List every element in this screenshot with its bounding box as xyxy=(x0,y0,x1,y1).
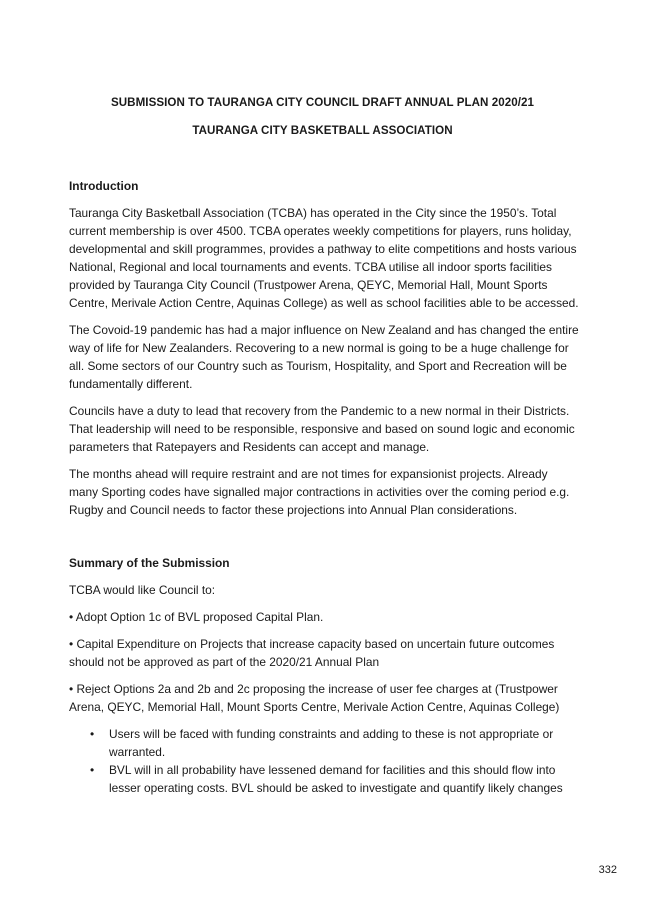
summary-sub-point xyxy=(90,725,579,761)
summary-sub-point xyxy=(90,761,579,797)
bullet-icon: • xyxy=(90,763,95,777)
introduction-paragraph: Councils have a duty to lead that recovery from the Pandemic to a new normal in their Districts. That leadership will need to be responsible, responsive and based on sound logic and economic parameters that Ratepayers and Residents can accept and manage. xyxy=(69,404,575,454)
page-number: 332 xyxy=(598,864,617,876)
summary-point: • Adopt Option 1c of BVL proposed Capital Plan. xyxy=(69,610,324,624)
document-title: SUBMISSION TO TAURANGA CITY COUNCIL DRAFT ANNUAL PLAN 2020/21 xyxy=(110,96,535,109)
summary-point: • Reject Options 2a and 2b and 2c proposing the increase of user fee charges at (Trustpower Arena, QEYC, Memorial Hall, Mount Sports Centre, Merivale Action Centre, Aquinas College) xyxy=(69,682,560,714)
summary-heading: Summary of the Submission xyxy=(69,556,230,570)
bullet-icon: • xyxy=(90,727,95,741)
introduction-paragraph: Tauranga City Basketball Association (TCBA) has operated in the City since the 1950’s. Total current membership is over 4500. TCBA operates weekly competitions for players, runs holiday, developmental and skill programmes, provides a pathway to elite competitions and hosts various National, Regional and local tournaments and events. TCBA utilise all indoor sports facilities provided by Tauranga City Council (Trustpower Arena, QEYC, Memorial Hall, Mount Sports Centre, Merivale Action Centre, Aquinas College) as well as school facilities able to be accessed. xyxy=(69,206,579,310)
summary-intro: TCBA would like Council to: xyxy=(69,583,216,597)
summary-sub-point-text: Users will be faced with funding constraints and adding to these is not appropriate or warranted. xyxy=(109,727,554,759)
organisation-title: TAURANGA CITY BASKETBALL ASSOCIATION xyxy=(192,124,453,137)
section-spacer xyxy=(69,528,579,554)
introduction-heading: Introduction xyxy=(69,179,139,193)
summary-sub-point-text: BVL will in all probability have lessened demand for facilities and this should flow into lesser operating costs. BVL should be asked to investigate and quantify likely changes xyxy=(109,763,563,795)
document-body xyxy=(69,177,579,797)
summary-point: • Capital Expenditure on Projects that increase capacity based on uncertain future outcomes should not be approved as part of the 2020/21 Annual Plan xyxy=(69,637,555,669)
summary-sub-list xyxy=(69,725,579,797)
introduction-paragraph: The Covoid-19 pandemic has had a major influence on New Zealand and has changed the entire way of life for New Zealanders. Recovering to a new normal is going to be a huge challenge for all. Some sectors of our Country such as Tourism, Hospitality, and Sport and Recreation will be fundamentally different. xyxy=(69,323,579,391)
introduction-paragraph: The months ahead will require restraint and are not times for expansionist projects. Already many Sporting codes have signalled major contractions in activities over the coming period e.g. Rugby and Council needs to factor these projections into Annual Plan considerations. xyxy=(69,467,570,517)
